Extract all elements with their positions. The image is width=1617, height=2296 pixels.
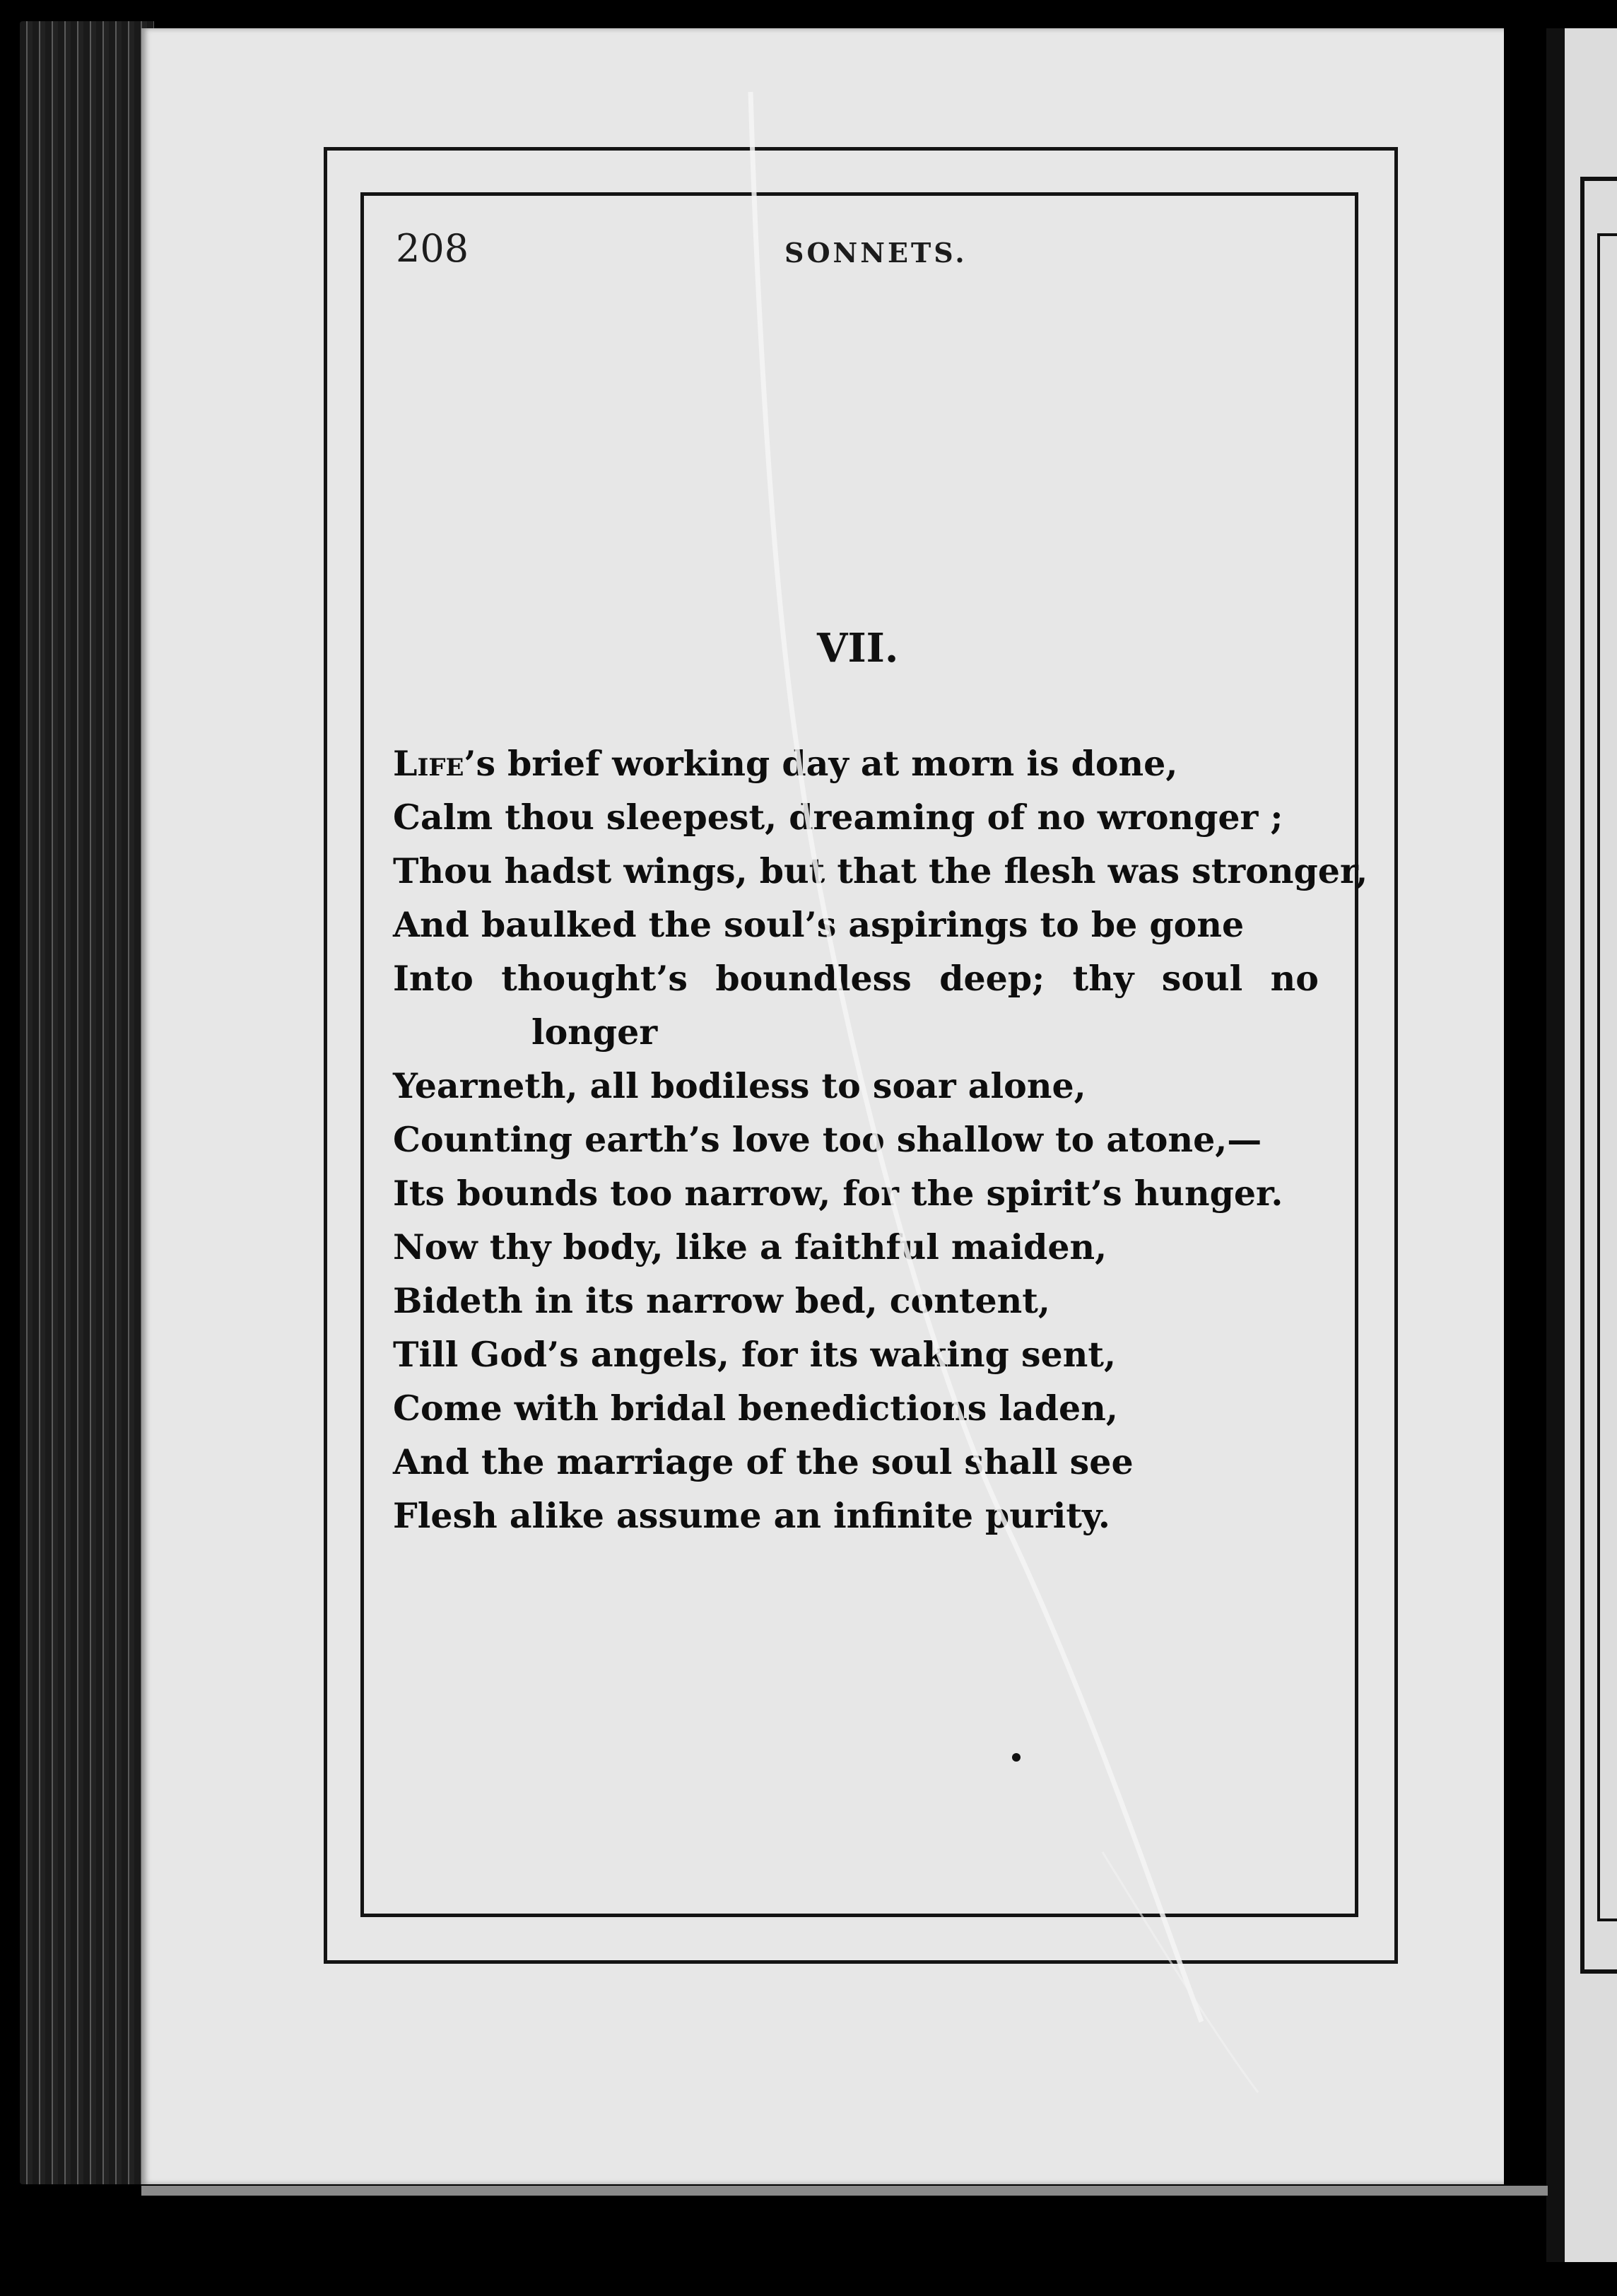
poem-line: Bideth in its narrow bed, content, <box>393 1280 1050 1321</box>
adjacent-page-inner-frame <box>1597 233 1617 1921</box>
poem-line <box>393 737 1340 790</box>
sonnet-number: VII. <box>817 625 899 672</box>
printer-dot <box>1012 1753 1021 1762</box>
sonnet-text <box>393 737 1368 1542</box>
first-word: Life <box>393 743 464 784</box>
poem-line: Calm thou sleepest, dreaming of no wronger ; <box>393 797 1283 838</box>
book-page-edges <box>20 21 154 2184</box>
adjacent-page <box>1546 28 1617 2262</box>
poem-line: Its bounds too narrow, for the spirit’s hunger. <box>393 1173 1283 1214</box>
poem-line-continuation: longer <box>531 1012 658 1053</box>
poem-line: Come with bridal benedictions laden, <box>393 1388 1118 1429</box>
poem-line: And the marriage of the soul shall see <box>393 1441 1134 1482</box>
running-head: SONNETS. <box>784 237 968 269</box>
first-line-rest: ’s brief working day at morn is done, <box>464 743 1178 784</box>
poem-line: Into thought’s boundless deep; thy soul no <box>393 958 1319 999</box>
poem-line: Yearneth, all bodiless to soar alone, <box>393 1065 1086 1106</box>
page-bottom-edge <box>141 2186 1548 2196</box>
poem-line: Flesh alike assume an infinite purity. <box>393 1495 1110 1536</box>
page-number: 208 <box>396 226 469 271</box>
poem-line: And baulked the soul’s aspirings to be gone <box>393 904 1245 945</box>
poem-line: Till God’s angels, for its waking sent, <box>393 1334 1117 1375</box>
poem-line: Now thy body, like a faithful maiden, <box>393 1226 1107 1267</box>
poem-line: Counting earth’s love too shallow to atone,— <box>393 1119 1262 1160</box>
poem-line: Thou hadst wings, but that the flesh was stronger, <box>393 850 1368 891</box>
